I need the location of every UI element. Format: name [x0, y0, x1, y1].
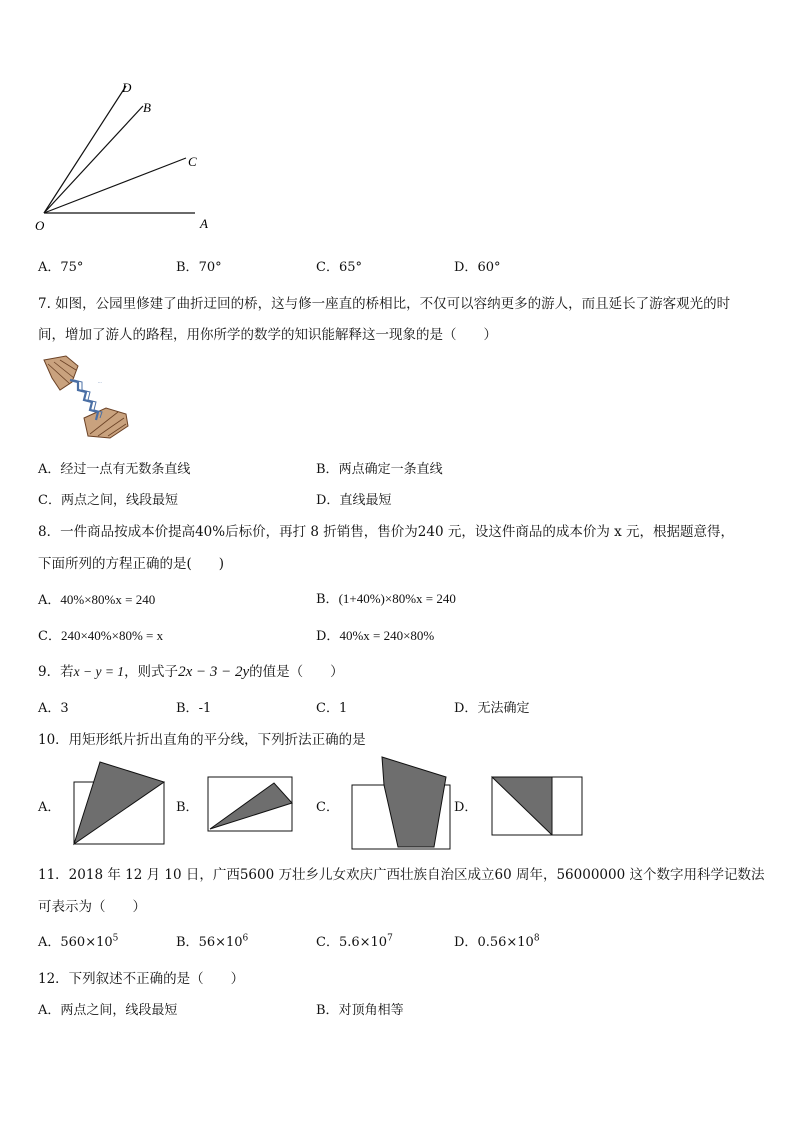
option-text: 经过一点有无数条直线	[60, 462, 191, 477]
option-text: 两点确定一条直线	[338, 462, 443, 477]
bank-top	[44, 356, 78, 390]
label-o: O	[35, 218, 45, 233]
option-letter: C．	[316, 701, 339, 716]
option-letter: D．	[454, 935, 478, 950]
option-base: 0.56×10	[477, 935, 534, 950]
option-letter: A．	[38, 462, 61, 477]
ray-oc	[44, 158, 186, 213]
q12-stem: 12．下列叙述不正确的是（ ）	[38, 971, 245, 987]
q8-option-a[interactable]	[38, 589, 155, 608]
q7-option-b[interactable]	[316, 458, 443, 477]
q11-option-a[interactable]	[38, 931, 118, 950]
q10-option-d[interactable]	[454, 796, 477, 815]
label-c: C	[188, 154, 197, 169]
option-exponent: 8	[533, 933, 540, 944]
q9-expression: 2x − 3 − 2y	[178, 664, 250, 680]
option-letter: B．	[316, 1003, 339, 1018]
option-letter: B．	[316, 592, 339, 607]
option-letter: A．	[38, 701, 61, 716]
q10-option-c[interactable]	[316, 796, 339, 815]
q9-mid: ，则式子	[124, 664, 179, 680]
q10-stem: 10．用矩形纸片折出直角的平分线，下列折法正确的是	[38, 732, 366, 748]
q8-stem-line2: 下面所列的方程正确的是( )	[38, 556, 225, 572]
option-text: 两点之间，线段最短	[60, 1003, 178, 1018]
option-letter: A．	[38, 593, 61, 608]
q9-option-c[interactable]	[316, 697, 347, 716]
option-letter: C．	[316, 260, 339, 275]
q12-option-b[interactable]	[316, 999, 404, 1018]
q9-condition: x − y = 1	[73, 664, 125, 679]
option-text: 两点之间，线段最短	[60, 493, 178, 508]
option-letter: B．	[176, 800, 199, 815]
option-letter: D．	[454, 701, 478, 716]
option-text: 75°	[60, 260, 84, 275]
option-base: 5.6×10	[338, 935, 388, 950]
q8-stem-line1: 8．一件商品按成本价提高40%后标价，再打 8 折销售，售价为240 元，设这件商品的成本价为 x 元，根据题意得，	[38, 524, 735, 540]
option-letter: A．	[38, 935, 61, 950]
q11-option-d[interactable]	[454, 931, 540, 950]
q10-option-a[interactable]	[38, 796, 60, 815]
option-text: 60°	[477, 260, 501, 275]
q10-option-b[interactable]	[176, 796, 199, 815]
option-letter: A．	[38, 260, 61, 275]
option-formula: (1+40%)×80%x = 240	[338, 591, 456, 606]
q7-option-c[interactable]	[38, 489, 178, 508]
option-text: 对顶角相等	[338, 1003, 404, 1018]
q7-stem-line2: 间，增加了游人的路程，用你所学的数学的知识能解释这一现象的是（ ）	[38, 327, 497, 343]
ray-od	[44, 86, 126, 213]
q8-option-b[interactable]	[316, 588, 456, 607]
option-letter: A．	[38, 1003, 61, 1018]
option-text: 3	[60, 701, 69, 716]
option-letter: C．	[38, 629, 61, 644]
option-letter: B．	[176, 701, 199, 716]
svg-text:···: ···	[98, 380, 102, 385]
option-exponent: 6	[242, 933, 249, 944]
q11-stem-line2: 可表示为（ ）	[38, 899, 146, 915]
q9-stem	[38, 660, 344, 681]
q8-option-d[interactable]	[316, 625, 434, 644]
option-letter: B．	[176, 935, 199, 950]
q9-option-a[interactable]	[38, 697, 69, 716]
fold-figure-a[interactable]	[70, 760, 170, 846]
ray-ob	[44, 106, 143, 213]
option-letter: C．	[316, 935, 339, 950]
option-text: 1	[338, 701, 348, 716]
angle-figure	[30, 78, 230, 238]
q7-option-a[interactable]	[38, 458, 190, 477]
fold-figure-d[interactable]	[490, 775, 590, 839]
q9-option-b[interactable]	[176, 697, 211, 716]
option-formula: 40%x = 240×80%	[339, 628, 435, 643]
option-exponent: 7	[387, 933, 393, 944]
option-base: 560×10	[60, 935, 113, 950]
q9-suffix: 的值是（ ）	[249, 664, 344, 680]
q7-option-d[interactable]	[316, 489, 391, 508]
option-base: 56×10	[198, 935, 243, 950]
q9-option-d[interactable]	[454, 697, 529, 716]
option-formula: 240×40%×80% = x	[60, 628, 164, 643]
q8-option-c[interactable]	[38, 625, 163, 644]
q6-option-a[interactable]	[38, 256, 83, 275]
option-text: 直线最短	[339, 493, 392, 508]
label-d: D	[122, 80, 132, 95]
fold-figure-b[interactable]	[206, 775, 296, 835]
option-text: 无法确定	[477, 701, 530, 716]
fold-figure-c[interactable]	[350, 755, 454, 853]
q6-option-b[interactable]	[176, 256, 222, 275]
option-text: 70°	[198, 260, 222, 275]
q11-option-b[interactable]	[176, 931, 248, 950]
option-letter: C．	[38, 493, 61, 508]
option-letter: C．	[316, 800, 339, 815]
q11-option-c[interactable]	[316, 931, 393, 950]
option-letter: B．	[176, 260, 199, 275]
option-letter: D．	[316, 629, 340, 644]
option-letter: B．	[316, 462, 339, 477]
option-text: 65°	[338, 260, 362, 275]
option-exponent: 5	[112, 933, 119, 944]
option-letter: D．	[316, 493, 340, 508]
q12-option-a[interactable]	[38, 999, 177, 1018]
option-formula: 40%×80%x = 240	[60, 592, 156, 607]
label-b: B	[143, 100, 151, 115]
q9-prefix: 9．若	[38, 664, 74, 680]
q7-stem-line1: 7. 如图，公园里修建了曲折迂回的桥，这与修一座直的桥相比，不仅可以容纳更多的游人，而且延长了游客观光的时	[38, 296, 731, 312]
option-letter: A．	[38, 800, 61, 815]
label-a: A	[200, 216, 208, 231]
q6-option-c[interactable]	[316, 256, 362, 275]
option-text: -1	[198, 701, 212, 716]
option-letter: D．	[454, 260, 478, 275]
q6-option-d[interactable]	[454, 256, 500, 275]
q11-stem-line1: 11．2018 年 12 月 10 日，广西5600 万壮乡儿女欢庆广西壮族自治区成立60 周年，56000000 这个数字用科学记数法	[38, 867, 765, 883]
option-letter: D．	[454, 800, 478, 815]
bridge-figure	[44, 356, 130, 442]
